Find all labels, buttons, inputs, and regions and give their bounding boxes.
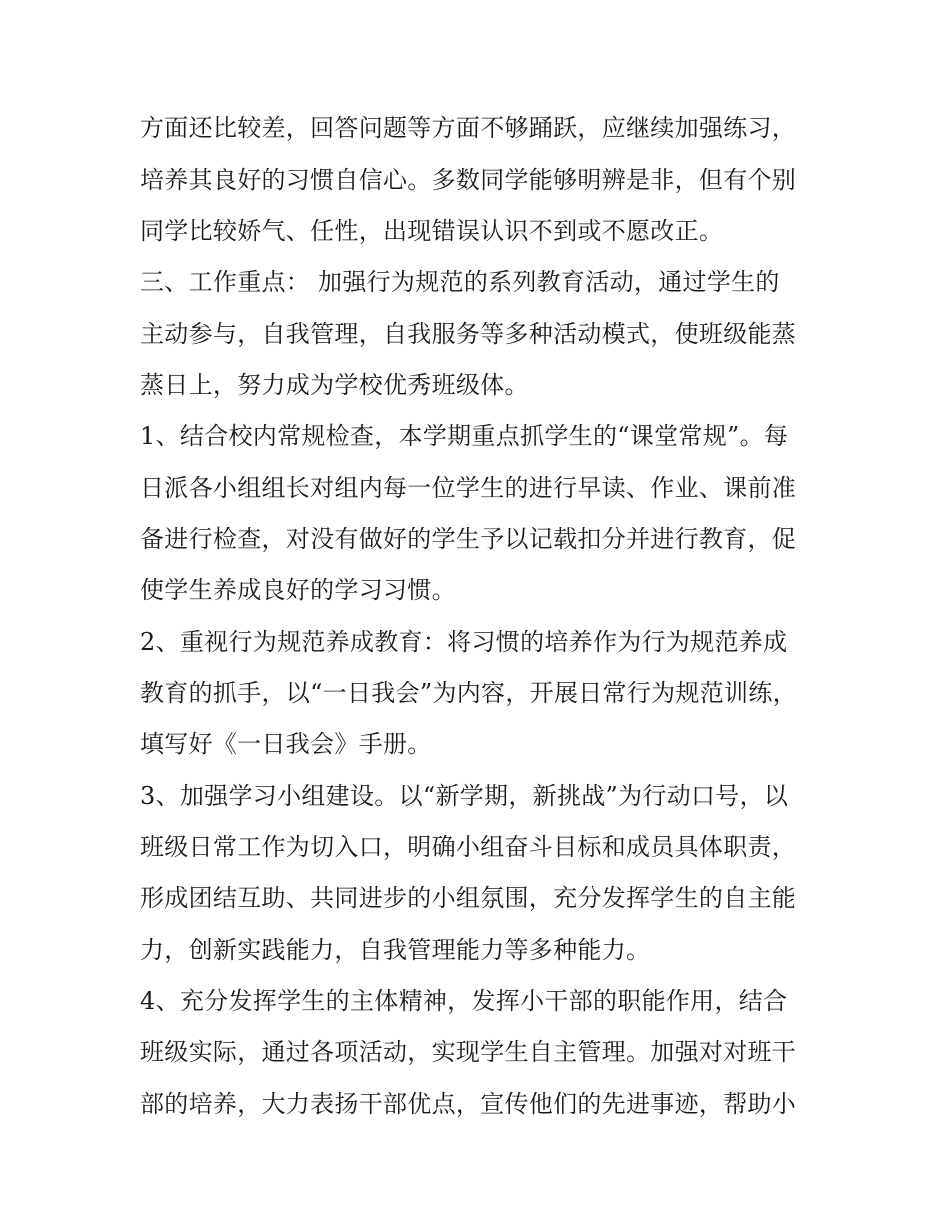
text-line: 同学比较娇气、任性，出现错误认识不到或不愿改正。 xyxy=(140,217,724,245)
text-line: 主动参与，自我管理，自我服务等多种活动模式，使班级能蒸 xyxy=(140,320,797,348)
text-line: 方面还比较差，回答问题等方面不够踊跃，应继续加强练习， xyxy=(140,114,797,142)
text-line: 日派各小组组长对组内每一位学生的进行早读、作业、课前准 xyxy=(140,474,797,502)
section-heading-line: 三、工作重点： 加强行为规范的系列教育活动，通过学生的 xyxy=(140,268,780,296)
list-item-2-line: 2、重视行为规范养成教育：将习惯的培养作为行为规范养成 xyxy=(140,628,788,656)
text-line: 教育的抓手，以“一日我会”为内容，开展日常行为规范训练， xyxy=(140,679,797,707)
text-line: 部的培养，大力表扬干部优点，宣传他们的先进事迹，帮助小 xyxy=(140,1090,797,1118)
list-item-1-line: 1、结合校内常规检查，本学期重点抓学生的“课堂常规”。每 xyxy=(140,422,789,450)
text-line: 使学生养成良好的学习习惯。 xyxy=(140,576,456,604)
text-line: 班级日常工作为切入口，明确小组奋斗目标和成员具体职责， xyxy=(140,833,797,861)
list-item-4-line: 4、充分发挥学生的主体精神，发挥小干部的职能作用，结合 xyxy=(140,987,788,1015)
text-line: 力，创新实践能力，自我管理能力等多种能力。 xyxy=(140,936,651,964)
text-line: 班级实际，通过各项活动，实现学生自主管理。加强对对班干 xyxy=(140,1038,797,1066)
text-line: 培养其良好的习惯自信心。多数同学能够明辨是非，但有个别 xyxy=(140,166,797,194)
text-line: 备进行检查，对没有做好的学生予以记载扣分并进行教育，促 xyxy=(140,525,797,553)
text-line: 填写好《一日我会》手册。 xyxy=(140,730,432,758)
text-line: 形成团结互助、共同进步的小组氛围，充分发挥学生的自主能 xyxy=(140,884,797,912)
list-item-3-line: 3、加强学习小组建设。以“新学期，新挑战”为行动口号，以 xyxy=(140,782,789,810)
text-line: 蒸日上，努力成为学校优秀班级体。 xyxy=(140,371,529,399)
